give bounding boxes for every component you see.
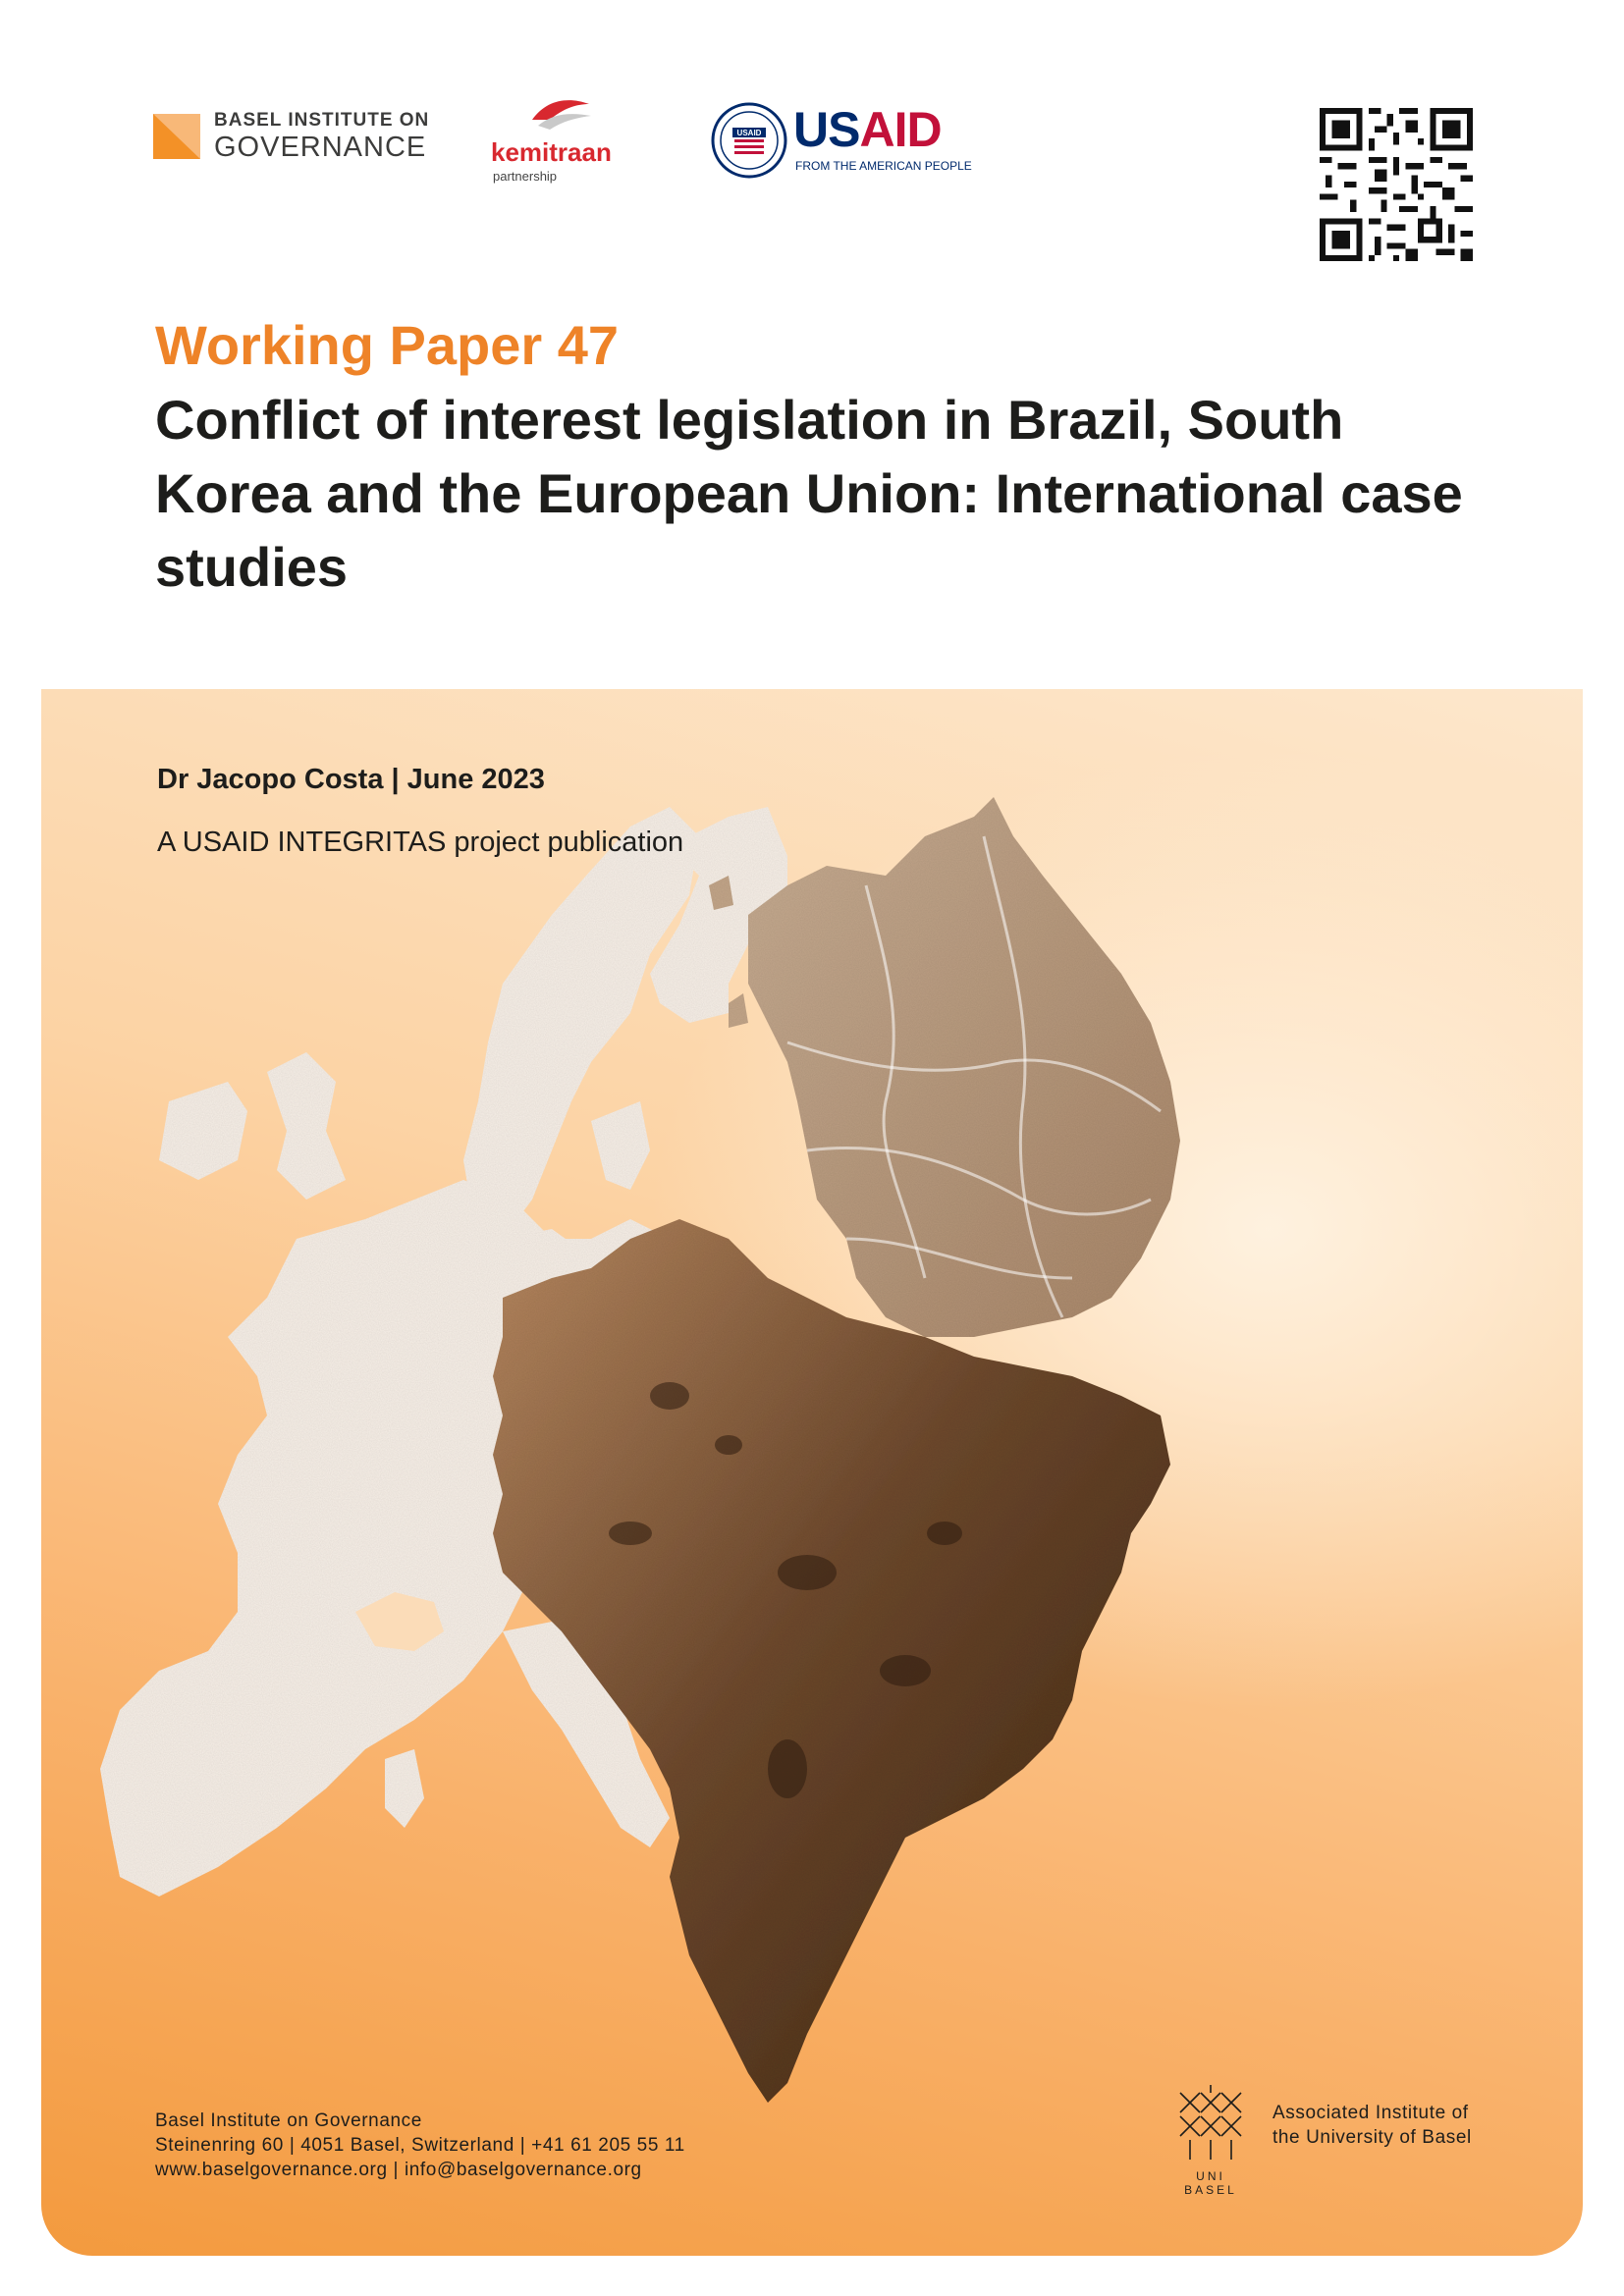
university-of-basel-logo <box>1170 2083 1563 2201</box>
cover-panel <box>41 689 1583 2256</box>
associated-line: the University of Basel <box>1272 2127 1472 2148</box>
kemitraan-flag-icon <box>528 94 597 133</box>
basel-logo-mark-icon <box>153 114 200 159</box>
kemitraan-logo <box>491 94 628 192</box>
document-title: Conflict of interest legislation in Brazil, South Korea and the European Union: International case studies <box>155 389 1463 598</box>
usaid-seal-icon <box>711 102 787 179</box>
institute-address <box>155 2109 685 2182</box>
usaid-wordmark-us: US <box>793 102 860 157</box>
basel-institute-logo <box>153 110 430 169</box>
unibasel-word-uni: UNI <box>1196 2169 1225 2183</box>
kemitraan-tagline: partnership <box>493 169 558 184</box>
kemitraan-wordmark: kemitraan <box>491 137 612 167</box>
address-line: Steinenring 60 | 4051 Basel, Switzerland | +41 61 205 55 11 <box>155 2135 685 2156</box>
project-line: A USAID INTEGRITAS project publication <box>157 827 684 858</box>
address-line: www.baselgovernance.org | info@baselgovernance.org <box>155 2160 642 2180</box>
usaid-tagline: FROM THE AMERICAN PEOPLE <box>795 159 972 173</box>
usaid-logo <box>711 102 976 181</box>
associated-line: Associated Institute of <box>1272 2103 1469 2123</box>
basel-logo-line1: BASEL INSTITUTE ON <box>214 110 430 131</box>
usaid-wordmark-aid: AID <box>859 102 942 157</box>
basel-logo-line2: GOVERNANCE <box>214 132 427 163</box>
unibasel-wordmark <box>1170 2169 1251 2197</box>
usaid-wordmark <box>793 102 942 157</box>
qr-code-icon[interactable] <box>1320 108 1473 261</box>
associated-institute-text <box>1272 2101 1472 2150</box>
working-paper-number: Working Paper 47 <box>155 314 620 376</box>
map-collage-illustration <box>41 689 1583 2256</box>
address-line: Basel Institute on Governance <box>155 2110 422 2131</box>
author-date-line: Dr Jacopo Costa | June 2023 <box>157 764 545 795</box>
unibasel-emblem-icon <box>1170 2083 1251 2165</box>
usaid-seal-text: USAID <box>736 129 762 137</box>
unibasel-word-basel: BASEL <box>1184 2183 1237 2197</box>
